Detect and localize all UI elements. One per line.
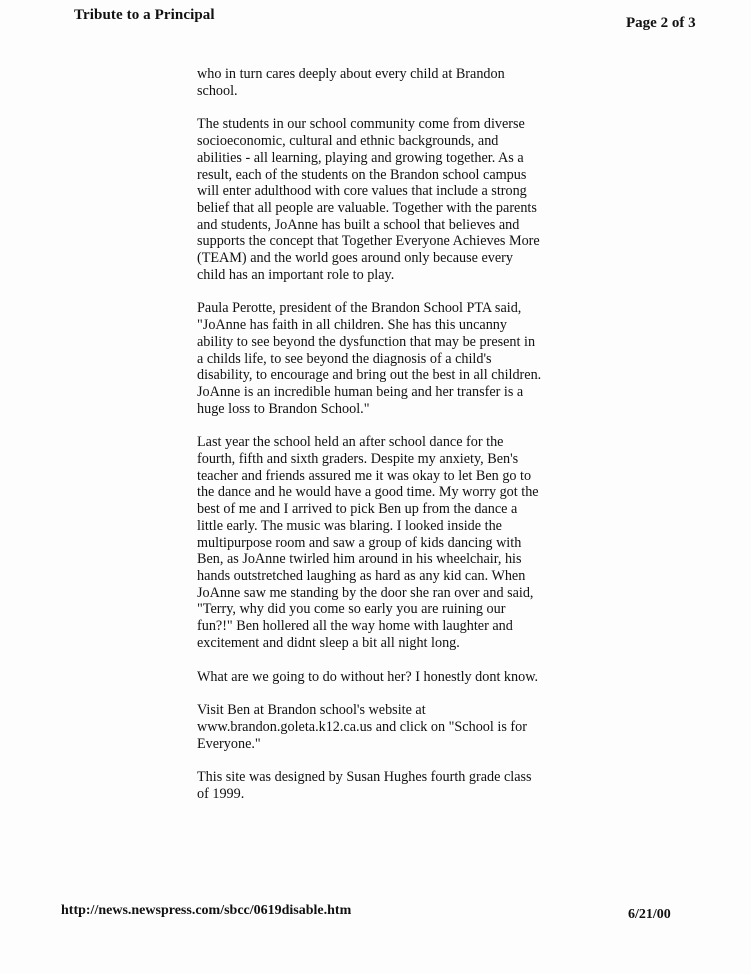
paragraph-website: Visit Ben at Brandon school's website at www.brandon.goleta.k12.ca.us and click on "School is for Everyone.": [197, 702, 527, 752]
paragraph-question: What are we going to do without her? I honestly dont know.: [197, 668, 539, 685]
paragraph-credit: This site was designed by Susan Hughes fourth grade class of 1999.: [197, 769, 532, 803]
paragraph-continuation: who in turn cares deeply about every child at Brandon school.: [197, 66, 505, 99]
paragraph-community: The students in our school community come from diverse socioeconomic, cultural and ethnic backgrounds, and abilities - all learning, playing and growing together. As a result, each of the students on the Brandon school campus will enter adulthood with core values that include a strong belief that all people are valuable. Together with the parents and students, JoAnne has built a school that believes and supports the concept that Together Everyone Achieves More (TEAM) and the world goes around only because every child has an important role to play.: [197, 116, 540, 283]
paragraph-pta-quote: Paula Perotte, president of the Brandon School PTA said, "JoAnne has faith in all children. She has this uncanny ability to see beyond the dysfunction that may be present in a childs life, to see beyond the diagnosis of a child's disability, to encourage and bring out the best in all children. JoAnne is an incredible human being and her transfer is a huge loss to Brandon School.": [197, 300, 542, 417]
print-date: 6/21/00: [628, 907, 671, 922]
article-body: [197, 66, 542, 820]
document-title: Tribute to a Principal: [74, 7, 215, 23]
source-url: http://news.newspress.com/sbcc/0619disable.htm: [61, 903, 352, 918]
paragraph-dance-story: Last year the school held an after school dance for the fourth, fifth and sixth graders. Despite my anxiety, Ben's teacher and friends assured me it was okay to let Ben go to the dance and he would have a good time. My worry got the best of me and I arrived to pick Ben up from the dance a little early. The music was blaring. I looked inside the multipurpose room and saw a group of kids dancing with Ben, as JoAnne twirled him around in his wheelchair, his hands outstretched laughing as hard as any kid can. When JoAnne saw me standing by the door she ran over and said, "Terry, why did you come so early you are ruining our fun?!" Ben hollered all the way home with laughter and excitement and didnt sleep a bit all night long.: [197, 434, 539, 651]
page-indicator: Page 2 of 3: [626, 15, 696, 31]
